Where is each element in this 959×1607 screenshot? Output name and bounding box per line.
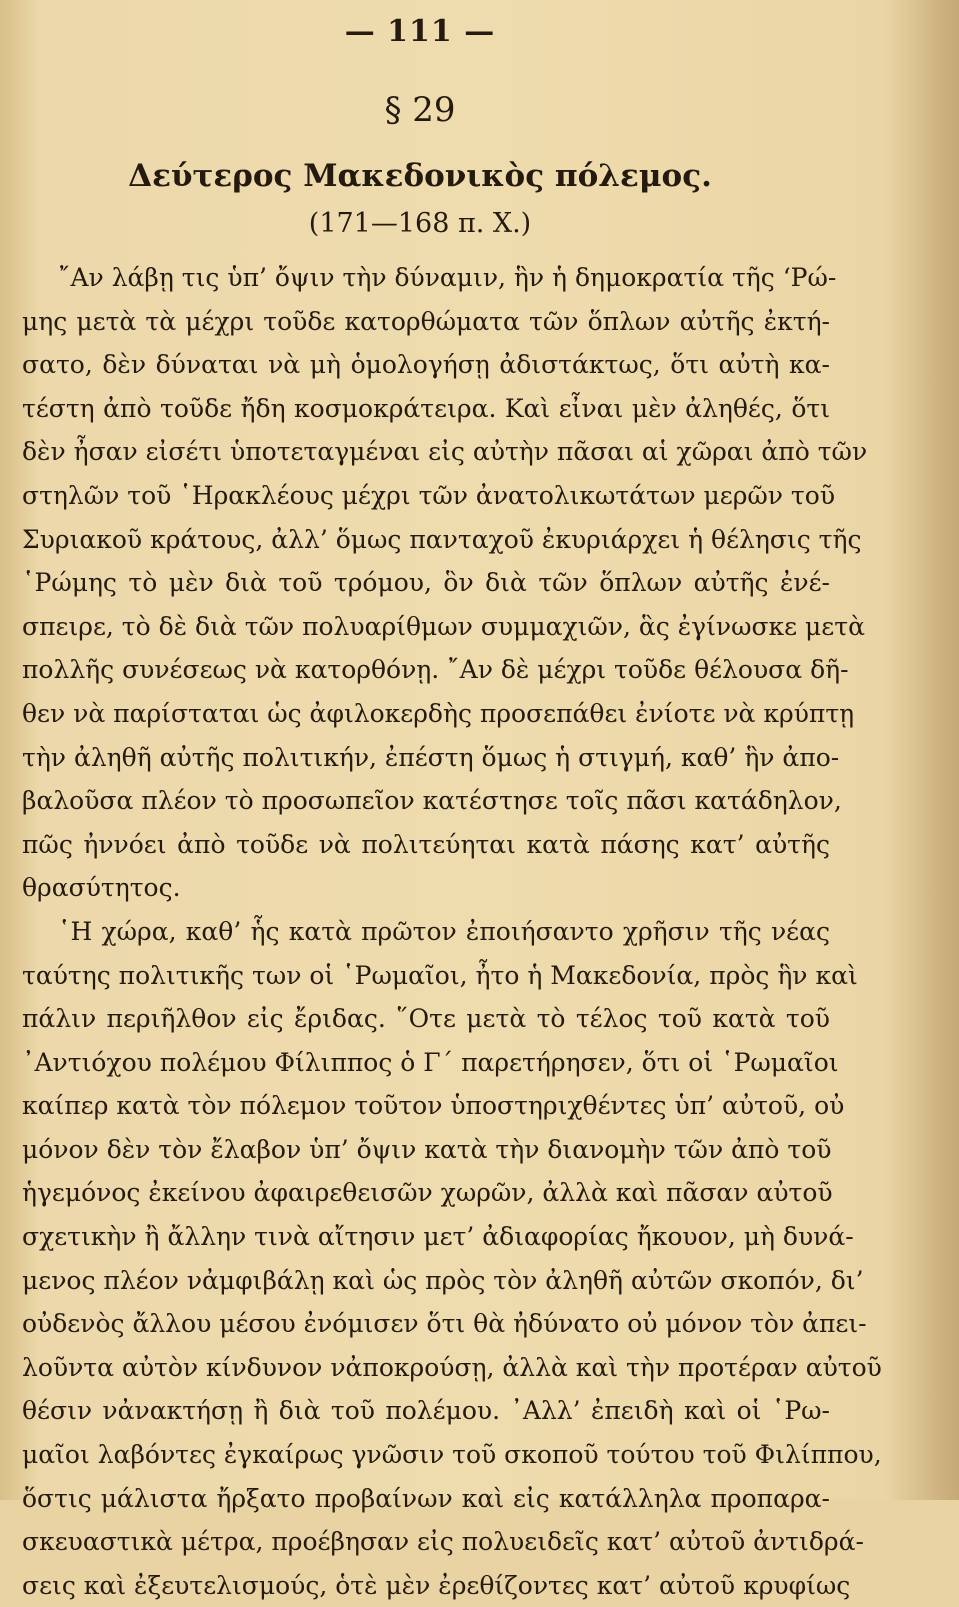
text-line: ᾿Αντιόχου πολέμου Φίλιππος ὁ Γ´ παρετήρησεν, ὅτι οἱ ῾Ρωμαῖοι bbox=[22, 1047, 839, 1077]
text-line: οὐδενὸς ἄλλου μέσου ἐνόμισεν ὅτι θὰ ἠδύνατο οὐ μόνον τὸν ἀπει- bbox=[22, 1309, 867, 1339]
text-line: ὅστις μάλιστα ἤρξατο προβαίνων καὶ εἰς κατάλληλα προπαρα- bbox=[22, 1483, 830, 1513]
page-number: — 111 — bbox=[344, 14, 496, 49]
text-line: λοῦντα αὐτὸν κίνδυνον νἀποκρούσῃ, ἀλλὰ καὶ τὴν προτέραν αὐτοῦ bbox=[22, 1352, 882, 1382]
text-line: ταύτης πολιτικῆς των οἱ ῾Ρωμαῖοι, ἦτο ἡ Μακεδονία, πρὸς ἣν καὶ bbox=[22, 960, 858, 990]
text-line: τέστη ἀπὸ τοῦδε ἤδη κοσμοκράτειρα. Καὶ εἶναι μὲν ἀληθές, ὅτι bbox=[22, 393, 830, 423]
text-line: πάλιν περιῆλθον εἰς ἔριδας. ῞Οτε μετὰ τὸ τέλος τοῦ κατὰ τοῦ bbox=[22, 1004, 830, 1034]
text-line: θρασύτητος. bbox=[22, 873, 181, 903]
text-line: δὲν ἦσαν εἰσέτι ὑποτεταγμέναι εἰς αὐτὴν πᾶσαι αἱ χῶραι ἀπὸ τῶν bbox=[22, 437, 868, 467]
text-line: σκευαστικὰ μέτρα, προέβησαν εἰς πολυειδεῖς κατ’ αὐτοῦ ἀντιδρά- bbox=[22, 1527, 864, 1557]
chapter-title: Δεύτερος Μακεδονικὸς πόλεμος. bbox=[128, 158, 712, 194]
text-line: σεις καὶ ἐξευτελισμούς, ὁτὲ μὲν ἐρεθίζοντες κατ’ αὐτοῦ κρυφίως bbox=[22, 1570, 851, 1600]
text-line: μης μετὰ τὰ μέχρι τοῦδε κατορθώματα τῶν ὅπλων αὐτῆς ἐκτή- bbox=[22, 306, 830, 336]
text-line: καίπερ κατὰ τὸν πόλεμον τοῦτον ὑποστηριχθέντες ὑπ’ αὐτοῦ, οὐ bbox=[22, 1091, 845, 1121]
text-line: Συριακοῦ κράτους, ἀλλ’ ὅμως πανταχοῦ ἐκυριάρχει ἡ θέλησις τῆς bbox=[22, 524, 862, 554]
text-line: θέσιν νἀνακτήσῃ ἢ διὰ τοῦ πολέμου. ᾿Αλλ’ ἐπειδὴ καὶ οἱ ῾Ρω- bbox=[22, 1396, 830, 1426]
text-line: σπειρε, τὸ δὲ διὰ τῶν πολυαρίθμων συμμαχιῶν, ἃς ἐγίνωσκε μετὰ bbox=[22, 611, 865, 641]
text-line: πολλῆς συνέσεως νὰ κατορθόνῃ. ῎Αν δὲ μέχρι τοῦδε θέλουσα δῆ- bbox=[22, 655, 849, 685]
text-line: σχετικὴν ἢ ἄλλην τινὰ αἴτησιν μετ’ ἀδιαφορίας ἤκουον, μὴ δυνά- bbox=[22, 1222, 854, 1252]
text-line: ἡγεμόνος ἐκείνου ἀφαιρεθεισῶν χωρῶν, ἀλλὰ καὶ πᾶσαν αὐτοῦ bbox=[22, 1178, 833, 1208]
text-line: ῎Αν λάβῃ τις ὑπ’ ὄψιν τὴν δύναμιν, ἣν ἡ δημοκρατία τῆς ‘Ρώ- bbox=[58, 263, 837, 292]
section-number: § 29 bbox=[384, 90, 456, 130]
text-line: τὴν ἀληθῆ αὐτῆς πολιτικήν, ἐπέστη ὅμως ἡ στιγμή, καθ’ ἣν ἀπο- bbox=[22, 742, 840, 772]
text-line: στηλῶν τοῦ ῾Ηρακλέους μέχρι τῶν ἀνατολικωτάτων μερῶν τοῦ bbox=[22, 480, 836, 510]
text-line: πῶς ἠννόει ἀπὸ τοῦδε νὰ πολιτεύηται κατὰ πάσης κατ’ αὐτῆς bbox=[22, 829, 830, 859]
text-line: σατο, δὲν δύναται νὰ μὴ ὁμολογήσῃ ἀδιστάκτως, ὅτι αὐτὴ κα- bbox=[22, 350, 830, 380]
text-line: μαῖοι λαβόντες ἐγκαίρως γνῶσιν τοῦ σκοποῦ τούτου τοῦ Φιλίππου, bbox=[22, 1440, 882, 1470]
text-line: ῾Ρώμης τὸ μὲν διὰ τοῦ τρόμου, ὃν διὰ τῶν ὅπλων αὐτῆς ἐνέ- bbox=[22, 568, 830, 598]
text-line: βαλοῦσα πλέον τὸ προσωπεῖον κατέστησε τοῖς πᾶσι κατάδηλον, bbox=[22, 786, 842, 816]
text-line: θεν νὰ παρίσταται ὡς ἀφιλοκερδὴς προσεπάθει ἐνίοτε νὰ κρύπτῃ bbox=[22, 698, 855, 728]
text-line: μενος πλέον νἀμφιβάλῃ καὶ ὡς πρὸς τὸν ἀληθῆ αὐτῶν σκοπόν, δι’ bbox=[22, 1265, 864, 1295]
body-text bbox=[22, 256, 882, 1607]
text-line: ῾Η χώρα, καθ’ ἧς κατὰ πρῶτον ἐποιήσαντο χρῆσιν τῆς νέας bbox=[58, 916, 830, 946]
page-edge-shadow bbox=[889, 0, 959, 1500]
text-line: μόνον δὲν τὸν ἔλαβον ὑπ’ ὄψιν κατὰ τὴν διανομὴν τῶν ἀπὸ τοῦ bbox=[22, 1134, 832, 1164]
date-range: (171—168 π. Χ.) bbox=[308, 208, 532, 239]
